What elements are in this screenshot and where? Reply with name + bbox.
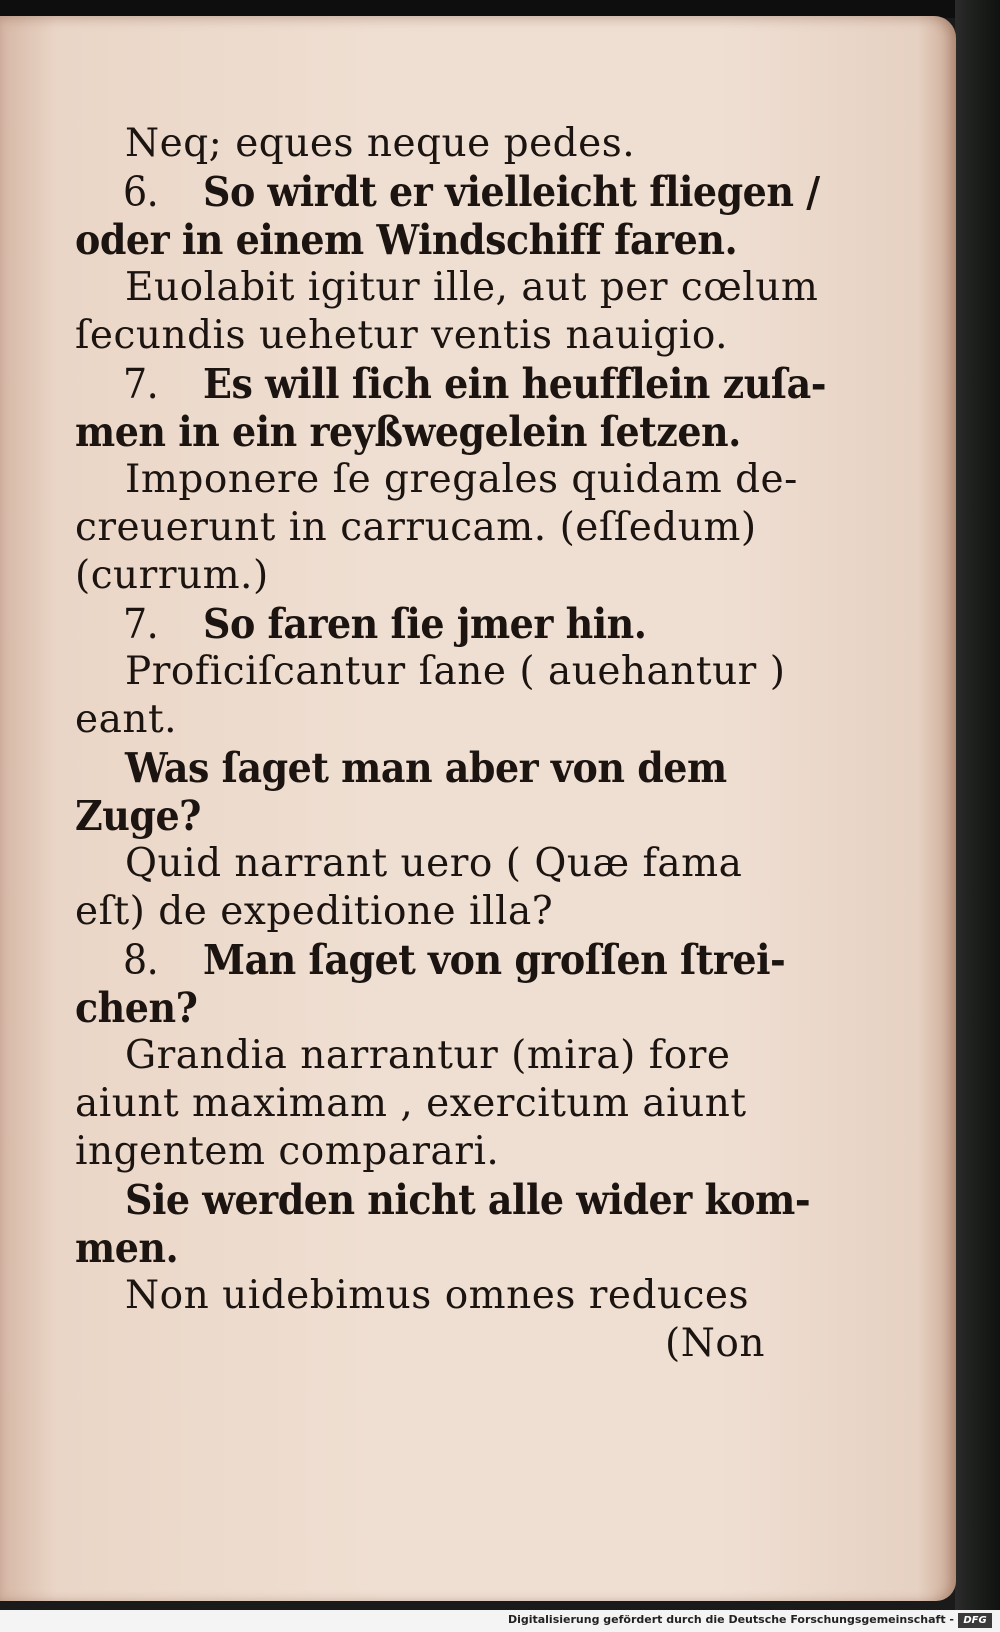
- line-text: Proficiſcantur ſane ( auehantur ): [125, 649, 786, 694]
- footer-bar: [0, 1610, 1000, 1632]
- text-line: [75, 696, 765, 744]
- text-line: [75, 264, 819, 312]
- text-line: [75, 552, 765, 600]
- line-text: Es will ſich ein heufflein zuſa-: [203, 359, 827, 408]
- line-text: Euolabit igitur ille, aut per cœlum: [125, 265, 819, 310]
- line-text: creuerunt in carrucam. (eſſedum): [75, 505, 757, 550]
- text-line: [75, 1080, 765, 1128]
- page-text-block: [75, 120, 827, 1368]
- line-text: (Non: [665, 1321, 765, 1366]
- line-text: aiunt maximam , exercitum aiunt: [75, 1081, 747, 1126]
- text-line: [75, 358, 827, 410]
- text-line: [75, 312, 765, 360]
- line-text: ſecundis uehetur ventis nauigio.: [75, 313, 729, 358]
- line-text: Imponere ſe gregales quidam de-: [125, 457, 798, 502]
- line-text: men.: [75, 1223, 179, 1272]
- line-text: Man ſaget von groſſen ſtrei-: [203, 935, 786, 984]
- text-line: [75, 934, 786, 986]
- text-line: [75, 456, 798, 504]
- line-text: Grandia narrantur (mira) fore: [125, 1033, 731, 1078]
- line-text: Zuge?: [75, 791, 201, 840]
- text-line: [75, 166, 820, 218]
- text-line: [75, 888, 765, 936]
- text-line: [75, 1032, 765, 1080]
- text-line: [75, 840, 765, 888]
- book-edge: [955, 0, 1000, 1610]
- line-text: chen?: [75, 983, 198, 1032]
- text-line: [75, 790, 765, 842]
- line-text: men in ein reyßwegelein ſetzen.: [75, 407, 741, 456]
- line-text: ingentem comparari.: [75, 1129, 500, 1174]
- line-text: Neq; eques neque pedes.: [125, 121, 636, 166]
- line-text: Non uidebimus omnes reduces: [125, 1273, 750, 1318]
- text-line: [75, 1174, 811, 1226]
- line-text: (currum.): [75, 553, 269, 598]
- text-line: [75, 598, 765, 650]
- dfg-logo: DFG: [958, 1613, 992, 1628]
- line-text: So wirdt er vielleicht fliegen /: [203, 167, 820, 216]
- text-line: [75, 120, 765, 168]
- text-line: [75, 982, 765, 1034]
- text-line: [75, 1272, 765, 1320]
- book-page: [0, 16, 956, 1601]
- line-number: 7.: [123, 600, 159, 648]
- line-text: Quid narrant uero ( Quæ fama: [125, 841, 743, 886]
- line-number: 7.: [123, 360, 159, 408]
- text-line: [75, 1320, 765, 1368]
- digitization-credit: Digitalisierung gefördert durch die Deutsche Forschungsgemeinschaft -: [507, 1613, 954, 1626]
- text-line: [75, 648, 786, 696]
- line-text: Was ſaget man aber von dem: [125, 743, 727, 792]
- line-text: eſt) de expeditione illa?: [75, 889, 554, 934]
- text-line: [75, 406, 765, 458]
- line-text: Sie werden nicht alle wider kom-: [125, 1175, 811, 1224]
- text-line: [75, 504, 765, 552]
- text-line: [75, 1128, 765, 1176]
- line-text: oder in einem Windschiff faren.: [75, 215, 738, 264]
- line-number: 8.: [123, 936, 159, 984]
- text-line: [75, 1222, 765, 1274]
- text-line: [75, 742, 765, 794]
- text-line: [75, 214, 765, 266]
- line-number: 6.: [123, 168, 159, 216]
- line-text: eant.: [75, 697, 178, 742]
- line-text: So faren ſie jmer hin.: [203, 599, 647, 648]
